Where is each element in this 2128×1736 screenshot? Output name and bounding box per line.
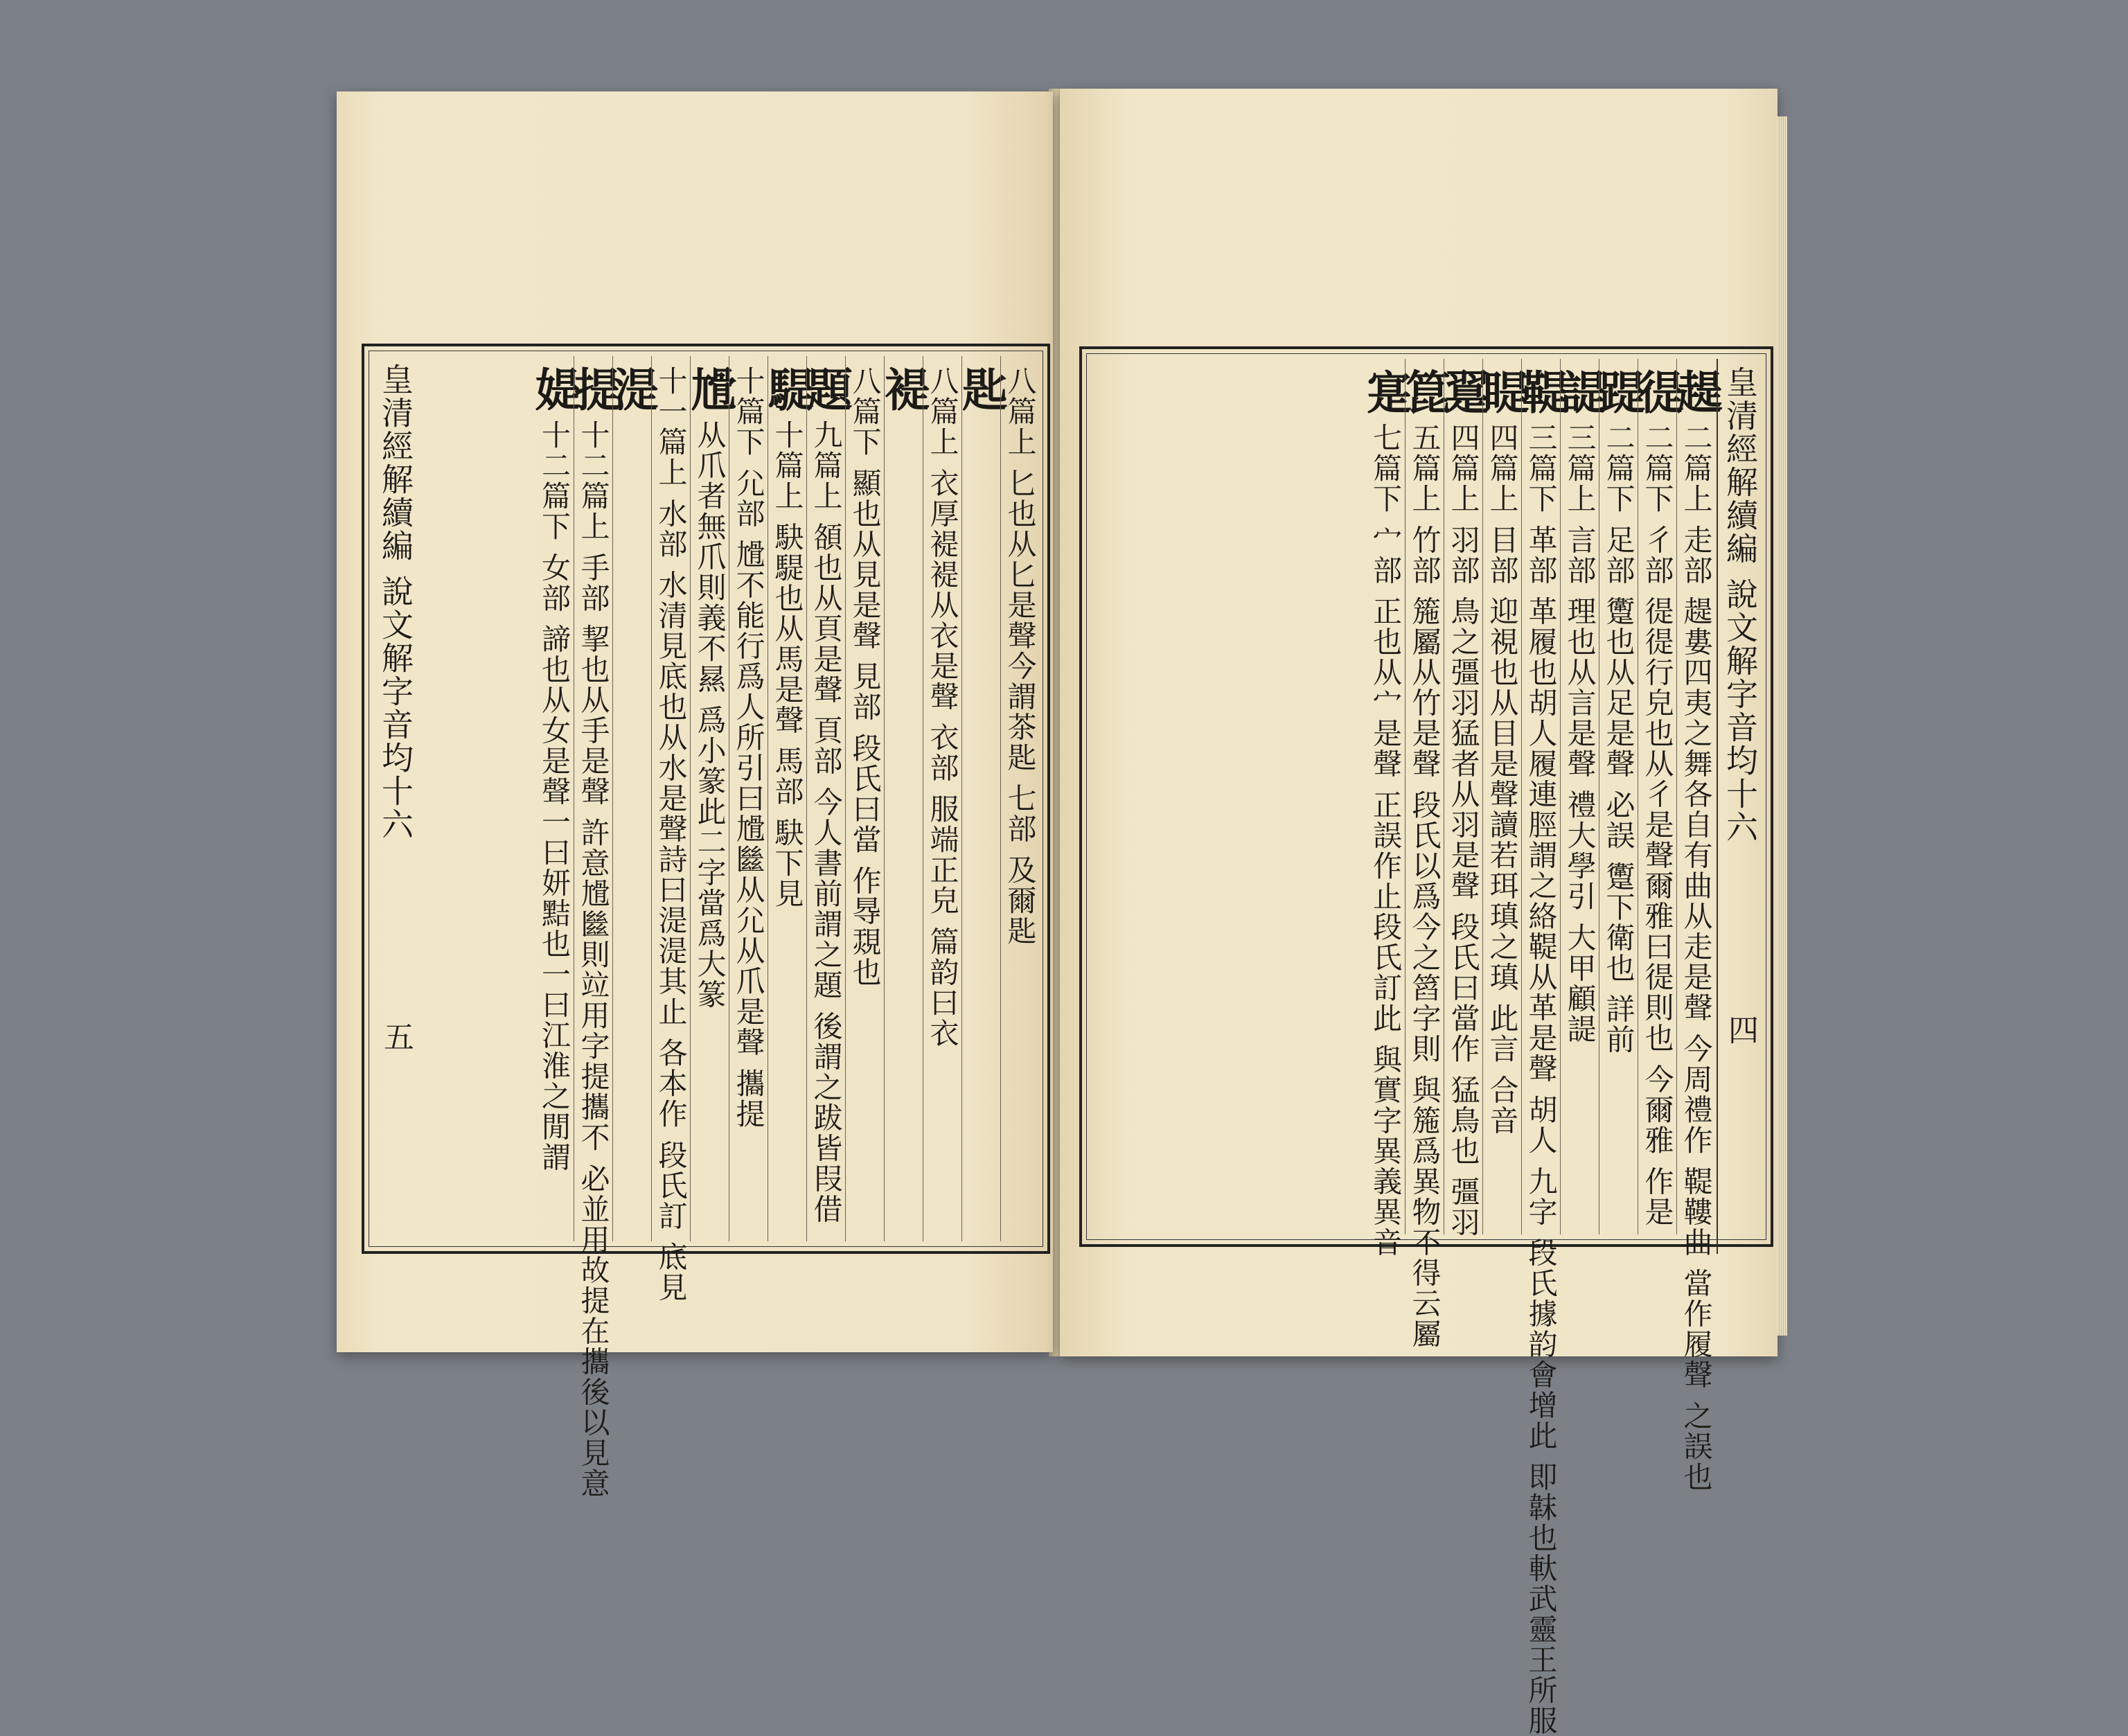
right_page-column bbox=[1475, 359, 1530, 1234]
entry-gloss-text: 十篇上 駃騠也从馬是聲 馬部 駃下見 bbox=[770, 420, 805, 910]
entry-gloss-text: 十篇下 尣部 尳不能行爲人所引曰尳㡭从尣从爪是聲 攜提 bbox=[732, 366, 766, 1130]
entry-head-character: 箟 bbox=[1397, 369, 1452, 414]
entry-gloss-text: 四篇上 羽部 鳥之彊羽猛者从羽是聲 段氏曰當作 猛鳥也 彊羽 bbox=[1446, 423, 1481, 1238]
entry-head-character: 尳 bbox=[682, 366, 737, 411]
entry-gloss-text: 三篇下 革部 革履也胡人履連脛謂之絡鞮从革是聲 胡人 九字 段氏據韵會增此 即韎也軑武靈王所服 bbox=[1524, 423, 1559, 1736]
left_page-column bbox=[651, 356, 690, 1303]
left-page bbox=[337, 91, 1053, 1499]
left_page-column bbox=[527, 356, 581, 1241]
left-page-number: 五 bbox=[378, 1021, 414, 1053]
right_page-column bbox=[1630, 359, 1685, 1234]
left-margin-column bbox=[373, 356, 418, 1261]
entry-head-character: 翨 bbox=[1436, 369, 1491, 414]
right_page-column bbox=[1436, 359, 1491, 1238]
right-section-title: 說文解字音均十六 bbox=[1721, 578, 1759, 844]
entry-gloss-text: 五篇上 竹部 箷屬从竹是聲 段氏以爲今之䈱字則 與箷爲異物不得云屬 bbox=[1408, 423, 1442, 1349]
right-columns bbox=[1090, 359, 1723, 1736]
entry-gloss-text: 二篇上 走部 趧婁四夷之舞各自有曲从走是聲 今周禮作 鞮鞻曲 當作履聲 之誤也 bbox=[1679, 423, 1714, 1493]
entry-head-character: 踶 bbox=[1591, 369, 1646, 414]
entry-gloss-text: 七篇下 宀部 正也从宀是聲 正誤作止段氏訂此 與實字異義異音 bbox=[1369, 423, 1403, 1258]
left_page-column bbox=[923, 356, 961, 1241]
left_page-column bbox=[682, 356, 737, 1241]
entry-gloss-text: 从爪者無爪則義不㬎 爲小篆此二字當爲大篆 bbox=[693, 420, 727, 1010]
entry-head-character: 匙 bbox=[954, 366, 1009, 411]
entry-head-character: 徥 bbox=[1630, 369, 1685, 414]
entry-gloss-text: 三篇上 言部 理也从言是聲 禮大學引 大甲顧諟 bbox=[1563, 423, 1597, 1045]
right_page-column bbox=[1669, 359, 1723, 1493]
entry-head-character: 鞮 bbox=[1514, 369, 1568, 414]
entry-gloss-text: 八篇上 匕也从匕是聲今謂茶匙 七部 及爾匙 bbox=[1003, 366, 1038, 947]
entry-gloss-text: 十二篇上 手部 挈也从手是聲 許意尳㡭則竝用字提攜不 必並用故提在攜後以見意 bbox=[576, 420, 611, 1499]
right_page-column bbox=[1591, 359, 1646, 1234]
left-columns bbox=[420, 356, 1039, 1499]
left_page-column bbox=[845, 356, 884, 1241]
entry-head-character: 睼 bbox=[1475, 369, 1530, 414]
left_page-column bbox=[1000, 356, 1039, 1241]
left_page-column bbox=[954, 356, 1009, 1241]
right-margin-column bbox=[1717, 359, 1762, 1254]
left-book-title: 皇清經解續編 bbox=[377, 363, 414, 563]
entry-gloss-text: 八篇上 衣厚褆褆从衣是聲 衣部 服端正皃 篇韵曰衣 bbox=[925, 366, 960, 1049]
open-book bbox=[326, 82, 1787, 1736]
right-book-title: 皇清經解續編 bbox=[1721, 366, 1759, 565]
entry-head-character: 趧 bbox=[1669, 369, 1723, 414]
entry-head-character: 騠 bbox=[760, 366, 815, 411]
entry-head-character: 褆 bbox=[876, 366, 931, 411]
entry-gloss-text: 九篇上 頟也从頁是聲 頁部 今人書前謂之題 後謂之跋皆叚借 bbox=[809, 420, 844, 1225]
right-page bbox=[1060, 89, 1777, 1736]
right_page-column bbox=[1397, 359, 1452, 1349]
left_page-column bbox=[876, 356, 931, 1241]
left_page-column bbox=[605, 356, 659, 1241]
left_page-column bbox=[760, 356, 815, 1241]
entry-gloss-text: 十一篇上 水部 水清見底也从水是聲詩曰湜湜其止 各本作 段氏訂 底見 bbox=[654, 366, 689, 1303]
left_page-column bbox=[729, 356, 768, 1241]
right-page-frame bbox=[1079, 346, 1773, 1736]
entry-gloss-text: 二篇下 彳部 徥徥行皃也从彳是聲爾雅曰徥則也 今爾雅 作是 bbox=[1640, 423, 1675, 1228]
entry-head-character: 諟 bbox=[1552, 369, 1607, 414]
entry-head-character: 寔 bbox=[1358, 369, 1412, 414]
entry-head-character: 題 bbox=[799, 366, 853, 411]
right-page-number: 四 bbox=[1723, 1014, 1758, 1046]
entry-head-character: 媞 bbox=[527, 366, 581, 411]
entry-head-character: 湜 bbox=[605, 366, 659, 411]
right_page-column bbox=[1552, 359, 1607, 1234]
page-edges bbox=[1777, 116, 1787, 1336]
entry-gloss-text: 十二篇下 女部 諦也从女是聲一曰妍黠也一曰江淮之閒謂 bbox=[538, 420, 571, 1173]
left_page-column bbox=[799, 356, 853, 1241]
left-section-title: 說文解字音均十六 bbox=[377, 575, 414, 841]
entry-gloss-text: 四篇上 目部 迎視也从目是聲讀若珥瑱之瑱 此言 合音 bbox=[1485, 423, 1520, 1136]
entry-gloss-text: 八篇下 顯也从見是聲 見部 段氏曰當 作䙷覝也 bbox=[848, 366, 883, 988]
entry-gloss-text: 二篇下 足部 躗也从足是聲 必誤 躗下衛也 詳前 bbox=[1602, 423, 1636, 1055]
right_page-column bbox=[1514, 359, 1568, 1736]
left_page-column bbox=[566, 356, 621, 1499]
right_page-column bbox=[1358, 359, 1412, 1258]
left-page-frame bbox=[362, 344, 1050, 1499]
entry-head-character: 提 bbox=[566, 366, 621, 411]
